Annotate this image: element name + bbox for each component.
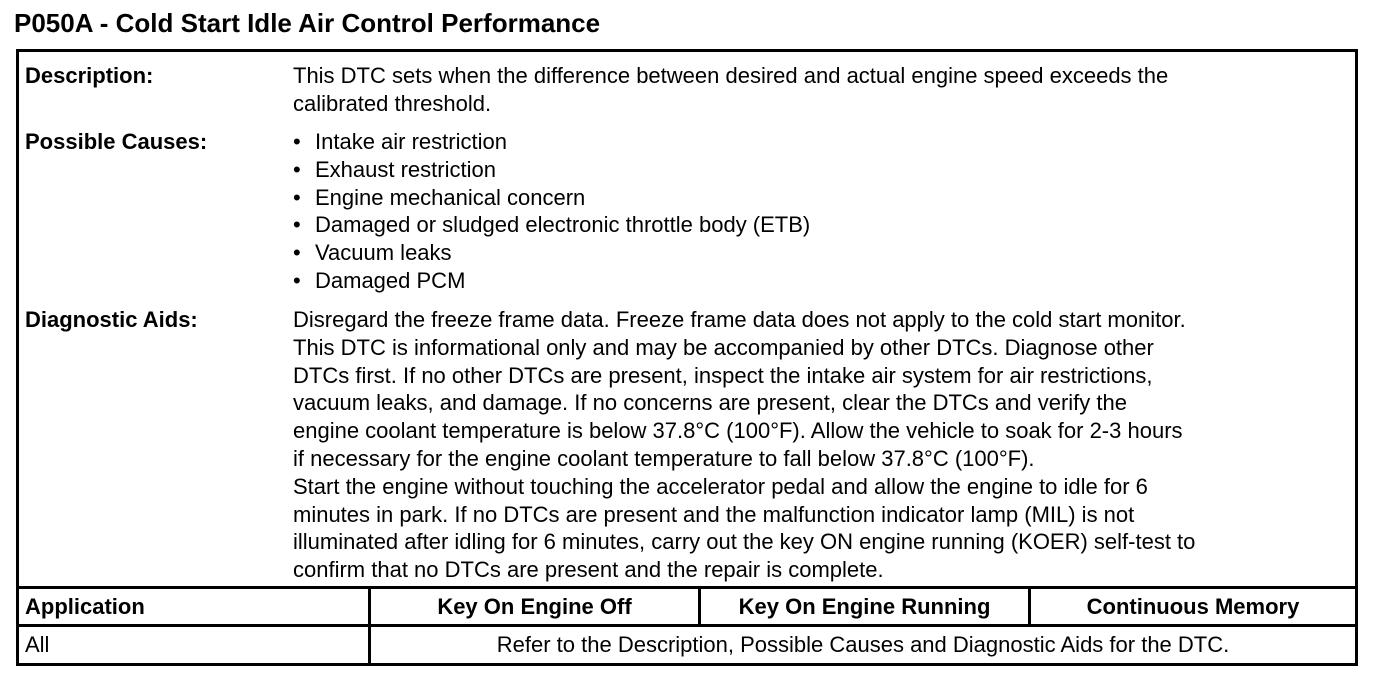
dtc-info-table [16, 49, 1358, 666]
diagnostic-aids-line: if necessary for the engine coolant temperature to fall below 37.8°C (100°F). [293, 445, 1035, 471]
diagnostic-aids-line: Disregard the freeze frame data. Freeze frame data does not apply to the cold start monitor. [293, 307, 1186, 332]
diagnostic-aids-line: This DTC is informational only and may be accompanied by other DTCs. Diagnose other [293, 334, 1154, 360]
table-divider [19, 624, 1355, 627]
bullet-icon: • [293, 129, 301, 154]
bullet-icon: • [293, 267, 301, 293]
diagnostic-aids-line: Start the engine without touching the accelerator pedal and allow the engine to idle for 6 [293, 473, 1148, 499]
cause-text: Damaged or sludged electronic throttle body (ETB) [315, 212, 811, 238]
column-header-koeo: Key On Engine Off [437, 594, 632, 619]
cause-text: Damaged PCM [315, 267, 466, 293]
bullet-icon: • [293, 184, 301, 210]
cause-text: Exhaust restriction [315, 156, 496, 182]
application-note: Refer to the Description, Possible Causes and Diagnostic Aids for the DTC. [496, 632, 1230, 657]
column-header-continuous-memory: Continuous Memory [1086, 594, 1300, 619]
possible-causes-section [19, 128, 1355, 303]
column-header-application: Application [25, 594, 145, 619]
column-header-koer: Key On Engine Running [738, 594, 991, 619]
diagnostic-aids-line: minutes in park. If no DTCs are present and the malfunction indicator lamp (MIL) is not [293, 501, 1135, 527]
description-line: calibrated threshold. [293, 90, 492, 116]
diagnostic-aids-line: illuminated after idling for 6 minutes, carry out the key ON engine running (KOER) self-test to [293, 529, 1196, 555]
bullet-icon: • [293, 156, 301, 182]
possible-causes-list-wrap [293, 128, 1353, 295]
list-item [293, 267, 1353, 295]
application-value: All [25, 632, 50, 657]
list-item [293, 239, 1353, 267]
possible-causes-list [293, 128, 1353, 295]
diagnostic-aids-line: vacuum leaks, and damage. If no concerns are present, clear the DTCs and verify the [293, 390, 1127, 416]
diagnostic-aids-line: confirm that no DTCs are present and the repair is complete. [293, 557, 884, 583]
list-item [293, 128, 1353, 156]
diagnostic-aids-section [19, 306, 1355, 586]
cause-text: Intake air restriction [315, 129, 507, 154]
list-item [293, 156, 1353, 184]
list-item [293, 184, 1353, 212]
bullet-icon: • [293, 212, 301, 238]
cause-text: Engine mechanical concern [315, 184, 586, 210]
possible-causes-label: Possible Causes: [25, 129, 208, 154]
description-section [19, 62, 1355, 122]
cause-text: Vacuum leaks [315, 240, 452, 266]
diagnostic-aids-text [293, 306, 1353, 584]
table-divider [19, 586, 1355, 589]
description-label: Description: [25, 63, 154, 88]
description-text [293, 62, 1353, 118]
bullet-icon: • [293, 240, 301, 266]
diagnostic-aids-line: DTCs first. If no other DTCs are present, inspect the intake air system for air restrictions, [293, 362, 1153, 388]
diagnostic-aids-label: Diagnostic Aids: [25, 307, 198, 332]
list-item [293, 211, 1353, 239]
description-line: This DTC sets when the difference between desired and actual engine speed exceeds the [293, 63, 1169, 88]
diagnostic-aids-line: engine coolant temperature is below 37.8°C (100°F). Allow the vehicle to soak for 2-3 hours [293, 418, 1183, 444]
page-title: P050A - Cold Start Idle Air Control Performance [14, 8, 601, 38]
